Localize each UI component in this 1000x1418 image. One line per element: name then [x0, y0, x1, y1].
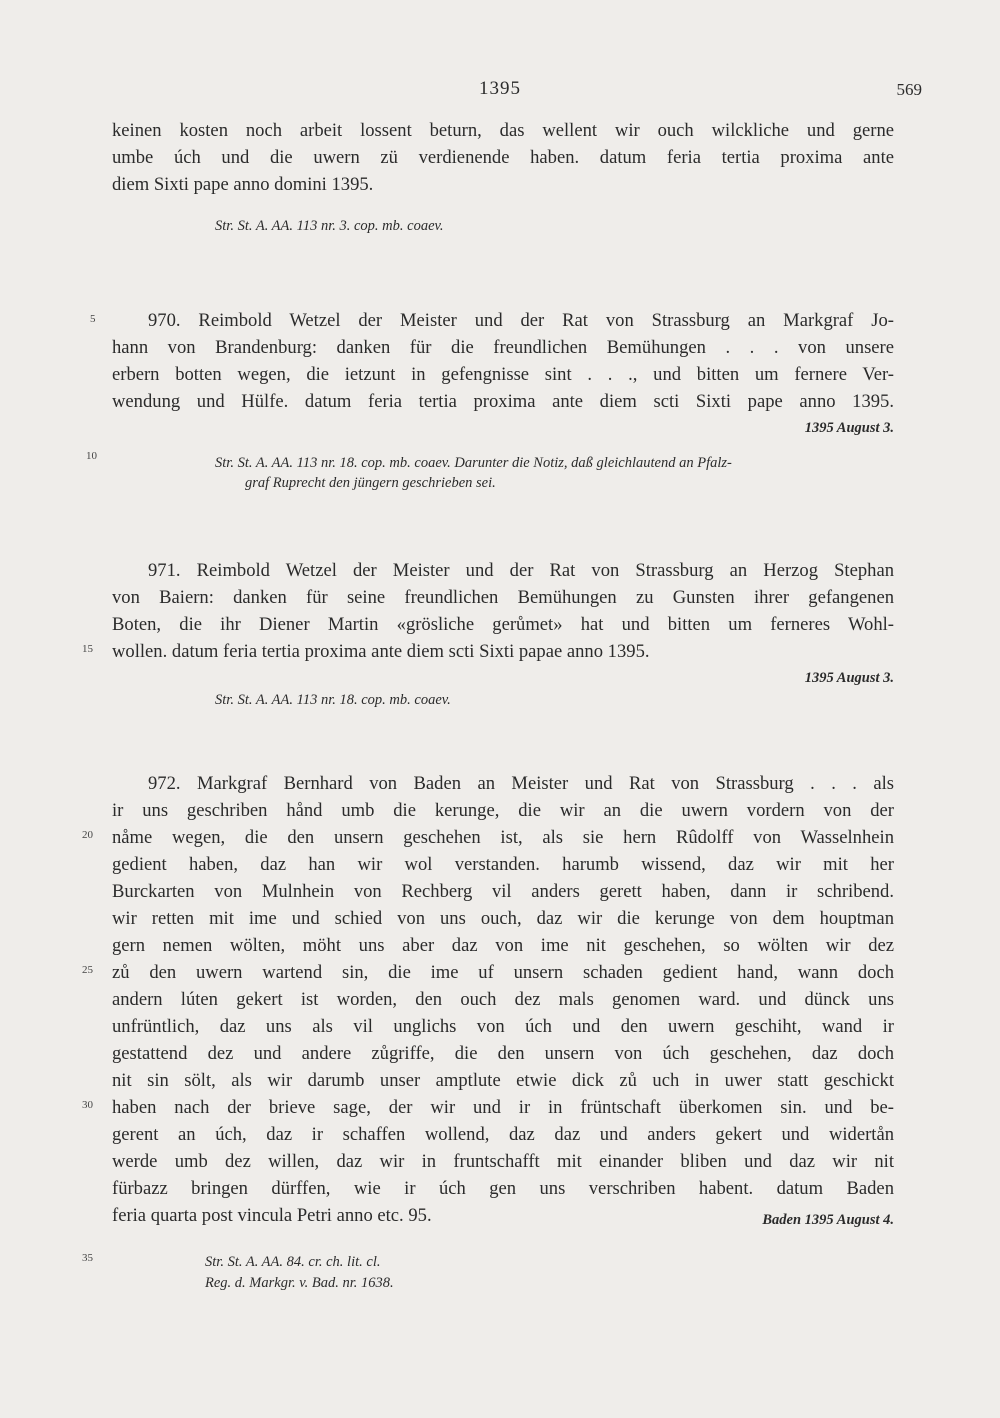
text-line: werde umb dez willen, daz wir in fruntschafft mit einander bliben und daz wir nit — [112, 1151, 894, 1172]
entry-972-heading-line: 972. Markgraf Bernhard von Baden an Meister und Rat von Strassburg . . . als — [148, 773, 894, 794]
entry-date: 1395 August 3. — [804, 420, 894, 436]
margin-line-number: 5 — [90, 313, 96, 325]
text-line: haben nach der brieve sage, der wir und ir in früntschaft überkomen sin. und be- — [112, 1097, 894, 1118]
source-citation: Str. St. A. AA. 84. cr. ch. lit. cl. — [205, 1254, 381, 1270]
text-line: wollen. datum feria tertia proxima ante diem scti Sixti papae anno 1395. — [112, 641, 650, 662]
entry-date: 1395 August 3. — [804, 670, 894, 686]
text-line: unfrüntlich, daz uns als vil unglichs von úch und den uwern geschiht, wand ir — [112, 1016, 894, 1037]
text-line: feria quarta post vincula Petri anno etc. 95. — [112, 1205, 432, 1226]
text-line: andern lúten gekert ist worden, den ouch dez mals genomen ward. und dünck uns — [112, 989, 894, 1010]
source-citation: graf Ruprecht den jüngern geschrieben sei. — [245, 475, 496, 491]
text-line: von Baiern: danken für seine freundlichen Bemühungen zu Gunsten ihrer gefangenen — [112, 587, 894, 608]
margin-line-number: 35 — [82, 1252, 93, 1264]
source-citation: Str. St. A. AA. 113 nr. 18. cop. mb. coaev. — [215, 692, 451, 708]
entry-date: Baden 1395 August 4. — [762, 1212, 894, 1228]
entry-971-heading-line: 971. Reimbold Wetzel der Meister und der Rat von Strassburg an Herzog Stephan — [148, 560, 894, 581]
text-line: umbe úch und die uwern zü verdienende haben. datum feria tertia proxima ante — [112, 147, 894, 168]
text-line: fürbazz bringen dürffen, wie ir úch gen uns verschriben habent. datum Baden — [112, 1178, 894, 1199]
text-line: gerent an úch, daz ir schaffen wollend, daz daz und anders gekert und widertån — [112, 1124, 894, 1145]
running-header-year: 1395 — [479, 78, 521, 99]
text-line: nåme wegen, die den unsern geschehen ist, als sie hern Rûdolff von Wasselnhein — [112, 827, 894, 848]
margin-line-number: 20 — [82, 829, 93, 841]
text-line: diem Sixti pape anno domini 1395. — [112, 174, 374, 195]
text-line: hann von Brandenburg: danken für die freundlichen Bemühungen . . . von unsere — [112, 337, 894, 358]
text-line: gern nemen wölten, möht uns aber daz von ime nit geschehen, so wölten wir dez — [112, 935, 894, 956]
text-line: erbern botten wegen, die ietzunt in gefengnisse sint . . ., und bitten um fernere Ver- — [112, 364, 894, 385]
text-line: Boten, die ihr Diener Martin «grösliche gerůmet» hat und bitten um ferneres Wohl- — [112, 614, 894, 635]
text-line: nit sin sölt, als wir darumb unser amptlute etwie dick zů uch in uwer statt geschickt — [112, 1070, 894, 1091]
source-citation: Str. St. A. AA. 113 nr. 3. cop. mb. coaev. — [215, 218, 444, 234]
entry-970-heading-line: 970. Reimbold Wetzel der Meister und der Rat von Strassburg an Markgraf Jo- — [148, 310, 894, 331]
page-number: 569 — [896, 80, 922, 99]
margin-line-number: 10 — [86, 450, 97, 462]
source-citation: Str. St. A. AA. 113 nr. 18. cop. mb. coaev. Darunter die Notiz, daß gleichlautend an Pfalz- — [215, 455, 732, 471]
margin-line-number: 25 — [82, 964, 93, 976]
text-line: wendung und Hülfe. datum feria tertia proxima ante diem scti Sixti pape anno 1395. — [112, 391, 894, 412]
source-citation: Reg. d. Markgr. v. Bad. nr. 1638. — [205, 1275, 394, 1291]
text-line: ir uns geschriben hånd umb die kerunge, die wir an die uwern vordern von der — [112, 800, 894, 821]
text-line: keinen kosten noch arbeit lossent beturn, das wellent wir ouch wilckliche und gerne — [112, 120, 894, 141]
text-line: wir retten mit ime und schied von uns ouch, daz wir die kerunge von dem houptman — [112, 908, 894, 929]
text-line: gestattend dez und andere zůgriffe, die den unsern von úch geschehen, daz doch — [112, 1043, 894, 1064]
text-line: Burckarten von Mulnhein von Rechberg vil anders gerett haben, dann ir schribend. — [112, 881, 894, 902]
text-line: zů den uwern wartend sin, die ime uf unsern schaden gedient hand, wann doch — [112, 962, 894, 983]
margin-line-number: 15 — [82, 643, 93, 655]
text-line: gedient haben, daz han wir wol verstanden. harumb wissend, daz wir mit her — [112, 854, 894, 875]
margin-line-number: 30 — [82, 1099, 93, 1111]
